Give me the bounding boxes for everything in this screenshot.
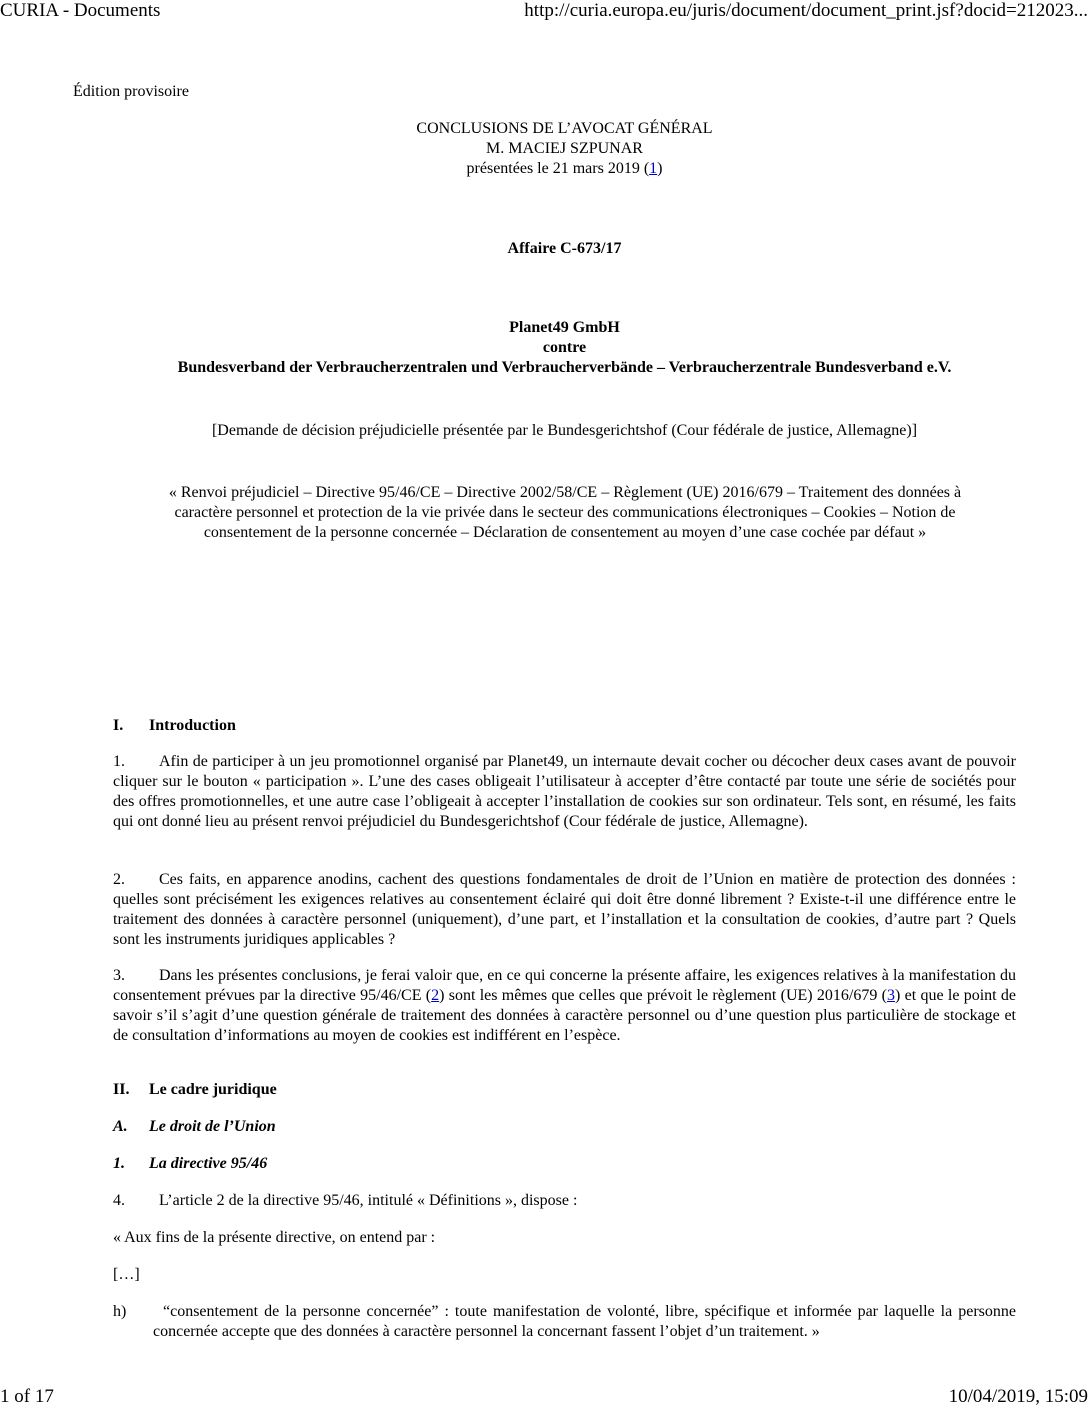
party-defendant: Bundesverband der Verbraucherzentralen und Verbraucherverbände – Verbraucherzentrale Bundesverband e.V. (177, 359, 952, 376)
party-applicant: Planet49 GmbH (509, 319, 620, 336)
edition-label: Édition provisoire (73, 83, 189, 100)
definition-h-text: “consentement de la personne concernée” : toute manifestation de volonté, libre, spécifique et informée par laquelle la personne concernée accepte que des données à caractère personnel la concernant fassent l’objet d’un traitement. » (153, 1303, 1016, 1340)
footnote-link-2[interactable]: 2 (431, 987, 440, 1004)
print-header-title: CURIA - Documents (0, 0, 161, 21)
subheading-directive-95-46: 1. La directive 95/46 (113, 1155, 268, 1172)
advocate-name: M. MACIEJ SZPUNAR (486, 140, 643, 157)
paragraph-3: 3. Dans les présentes conclusions, je ferai valoir que, en ce qui concerne la présente affaire, les exigences relatives à la manifestation du consentement prévues par la directive 95/46/CE (2) sont les mêmes que celles que prévoit le règlement (UE) 2016/679 (3) et que le point de savoir s’il s’agit d’une question générale de traitement des données à caractère personnel ou d’une question plus particulière de stockage et de consultation d’informations au moyen de cookies est indifférent en l’espèce. (113, 967, 1016, 1044)
print-header-url: http://curia.europa.eu/juris/document/document_print.jsf?docid=212023... (524, 0, 1088, 21)
definition-h-label: h) (113, 1303, 127, 1320)
keywords: « Renvoi préjudiciel – Directive 95/46/CE – Directive 2002/58/CE – Règlement (UE) 2016/679 – Traitement des données à caractère personnel et protection de la vie privée dans le secteur des communications électroniques – Cookies – Notion de consentement de la personne concernée – Déclaration de consentement au moyen d’une case cochée par défaut » (168, 484, 962, 541)
print-footer-page-counter: 1 of 17 (0, 1386, 54, 1407)
footnote-link-1[interactable]: 1 (649, 160, 658, 177)
conclusions-title: CONCLUSIONS DE L’AVOCAT GÉNÉRAL (416, 120, 713, 137)
conclusions-header (113, 119, 1016, 179)
paragraph-4: 4. L’article 2 de la directive 95/46, intitulé « Définitions », dispose : (113, 1192, 578, 1209)
section-heading-introduction: I. Introduction (113, 717, 236, 734)
print-footer-timestamp: 10/04/2019, 15:09 (948, 1386, 1088, 1407)
quote-opening: « Aux fins de la présente directive, on entend par : (113, 1229, 436, 1246)
paragraph-2: 2. Ces faits, en apparence anodins, cachent des questions fondamentales de droit de l’Union en matière de protection des données : quelles sont précisément les exigences relatives au consentement éclairé qui doit être donné librement ? Existe-t-il une différence entre le traitement des données à caractère personnel (uniquement), d’une part, et l’installation et la consultation de cookies, d’autre part ? Quels sont les instruments juridiques applicables ? (113, 871, 1016, 948)
subheading-eu-law: A. Le droit de l’Union (113, 1118, 276, 1135)
presentation-date: présentées le 21 mars 2019 (1) (466, 160, 663, 177)
section-heading-legal-framework: II. Le cadre juridique (113, 1081, 277, 1098)
case-number: Affaire C‑673/17 (507, 240, 622, 257)
footnote-link-3[interactable]: 3 (887, 987, 895, 1004)
referral-request: [Demande de décision préjudicielle présentée par le Bundesgerichtshof (Cour fédérale de justice, Allemagne)] (211, 422, 918, 439)
contre-label: contre (542, 339, 587, 356)
definition-h (113, 1302, 1016, 1342)
paragraph-1: 1. Afin de participer à un jeu promotionnel organisé par Planet49, un internaute devait cocher ou décocher deux cases avant de pouvoir cliquer sur le bouton « participation ». L’une des cases obligeait l’utilisateur à accepter d’être contacté par toute une série de sociétés pour des offres promotionnelles, et une autre case l’obligeait à accepter l’installation de cookies sur son ordinateur. Tels sont, en résumé, les faits qui ont donné lieu au présent renvoi préjudiciel du Bundesgerichtshof (Cour fédérale de justice, Allemagne). (113, 753, 1016, 830)
parties (113, 318, 1016, 378)
quote-ellipsis: […] (113, 1266, 140, 1283)
